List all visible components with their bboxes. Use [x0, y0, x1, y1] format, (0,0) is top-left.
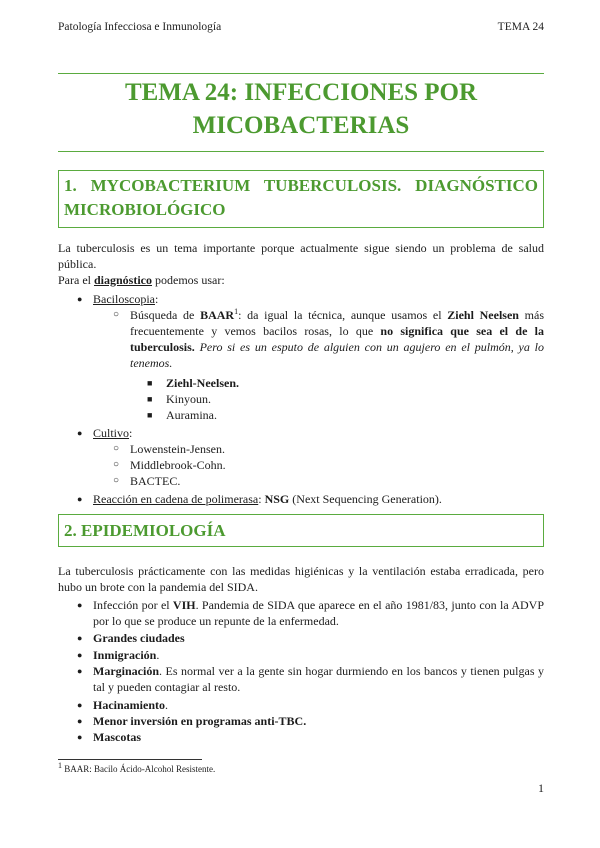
baciloscopia-colon: :: [154, 292, 159, 306]
pcr-label: Reacción en cadena de polimerasa: [93, 492, 259, 506]
baciloscopia-detail: [130, 307, 544, 371]
hacinamiento-dot: .: [165, 698, 168, 712]
stain-item: ■ Kinyoun.: [166, 391, 544, 407]
ziehl-term: Ziehl Neelsen: [447, 308, 519, 322]
baar-footnote-ref: 1: [234, 307, 239, 316]
baciloscopia-label: Baciloscopia: [93, 292, 155, 306]
pcr-rest: (Next Sequencing Generation).: [289, 492, 442, 506]
section-2-intro: La tuberculosis prácticamente con las medidas higiénicas y la ventilación estaba erradicada, pero hubo un brote con la pandemia del SIDA.: [58, 564, 544, 594]
hacinamiento-term: Hacinamiento: [93, 698, 165, 712]
bullet-cultivo: [93, 425, 544, 441]
baar-term: BAAR: [200, 308, 235, 322]
epi-item-mascotas: ● Mascotas: [93, 729, 544, 745]
epi-item-inmigracion: [93, 647, 544, 663]
title-line-2: MICOBACTERIAS: [192, 112, 410, 139]
baar-bold-phrase: no significa que sea el de la tuberculosis.: [130, 324, 544, 354]
bullet-pcr: [93, 491, 544, 507]
section-2-heading: 2. EPIDEMIOLOGÍA: [58, 514, 544, 547]
section-1-intro: La tuberculosis es un tema importante porque actualmente sigue siendo un problema de salud pública.: [58, 241, 544, 271]
bullet-baciloscopia: [93, 291, 544, 307]
vih-pre: Infección por el: [93, 598, 173, 612]
culture-medium-item: ○ BACTEC.: [130, 473, 544, 489]
culture-medium-item: ○ Lowenstein-Jensen.: [130, 441, 544, 457]
marginacion-term: Marginación: [93, 664, 159, 678]
baar-text-c: más frecuentemente y vemos bacilos rosas, lo que: [130, 308, 544, 338]
footnote-mark: 1: [58, 761, 62, 770]
footnote-baar: [58, 761, 216, 774]
diagnosis-intro: [58, 272, 544, 288]
footnote-separator: [58, 759, 202, 760]
page-number: 1: [538, 781, 544, 795]
marginacion-rest: . Es normal ver a la gente sin hogar durmiendo en los bancos y tienen pulgas y tal y pueden contagiar al resto.: [93, 664, 544, 694]
footnote-text: BAAR: Bacilo Ácido-Alcohol Resistente.: [62, 764, 216, 774]
header-course: Patología Infecciosa e Inmunología: [58, 21, 222, 33]
nsg-term: NSG: [264, 492, 290, 506]
cultivo-colon: :: [129, 426, 133, 440]
cultivo-label: Cultivo: [93, 426, 130, 440]
page-title: [58, 76, 544, 142]
title-rule-bottom: [58, 151, 544, 152]
epi-item-hacinamiento: [93, 697, 544, 713]
epi-item-vih: [93, 597, 544, 629]
section-1-heading: 1. MYCOBACTERIUM TUBERCULOSIS. DIAGNÓSTICO MICROBIOLÓGICO: [58, 170, 544, 228]
epi-item-grandes-ciudades: ● Grandes ciudades: [93, 630, 544, 646]
stain-item: ■ Ziehl-Neelsen.: [166, 375, 544, 391]
stain-item: ■ Auramina.: [166, 407, 544, 423]
title-rule-top: [58, 73, 544, 74]
header-topic: TEMA 24: [497, 21, 544, 33]
diagnosis-keyword: diagnóstico: [93, 273, 152, 287]
baar-italic-note: Pero si es un esputo de alguien con un agujero en el pulmón, ya lo tenemos.: [130, 340, 544, 370]
inmigracion-term: Inmigración: [93, 648, 157, 662]
vih-term: VIH: [172, 598, 196, 612]
epi-item-menor-inversion: ● Menor inversión en programas anti-TBC.: [93, 713, 544, 729]
baar-text-a: Búsqueda de: [130, 308, 201, 322]
title-line-1: TEMA 24: INFECCIONES POR: [124, 79, 478, 106]
pcr-colon: :: [258, 492, 265, 506]
epi-item-marginacion: [93, 663, 544, 695]
diagnosis-pre: Para el: [58, 273, 94, 287]
baar-text-b: : da igual la técnica, aunque usamos el: [238, 308, 448, 322]
diagnosis-post: podemos usar:: [152, 273, 225, 287]
culture-medium-item: ○ Middlebrook-Cohn.: [130, 457, 544, 473]
inmigracion-dot: .: [156, 648, 160, 662]
vih-post: . Pandemia de SIDA que aparece en el año 1981/83, junto con la ADVP por lo que se produce un repunte de la enfermedad.: [93, 598, 544, 628]
